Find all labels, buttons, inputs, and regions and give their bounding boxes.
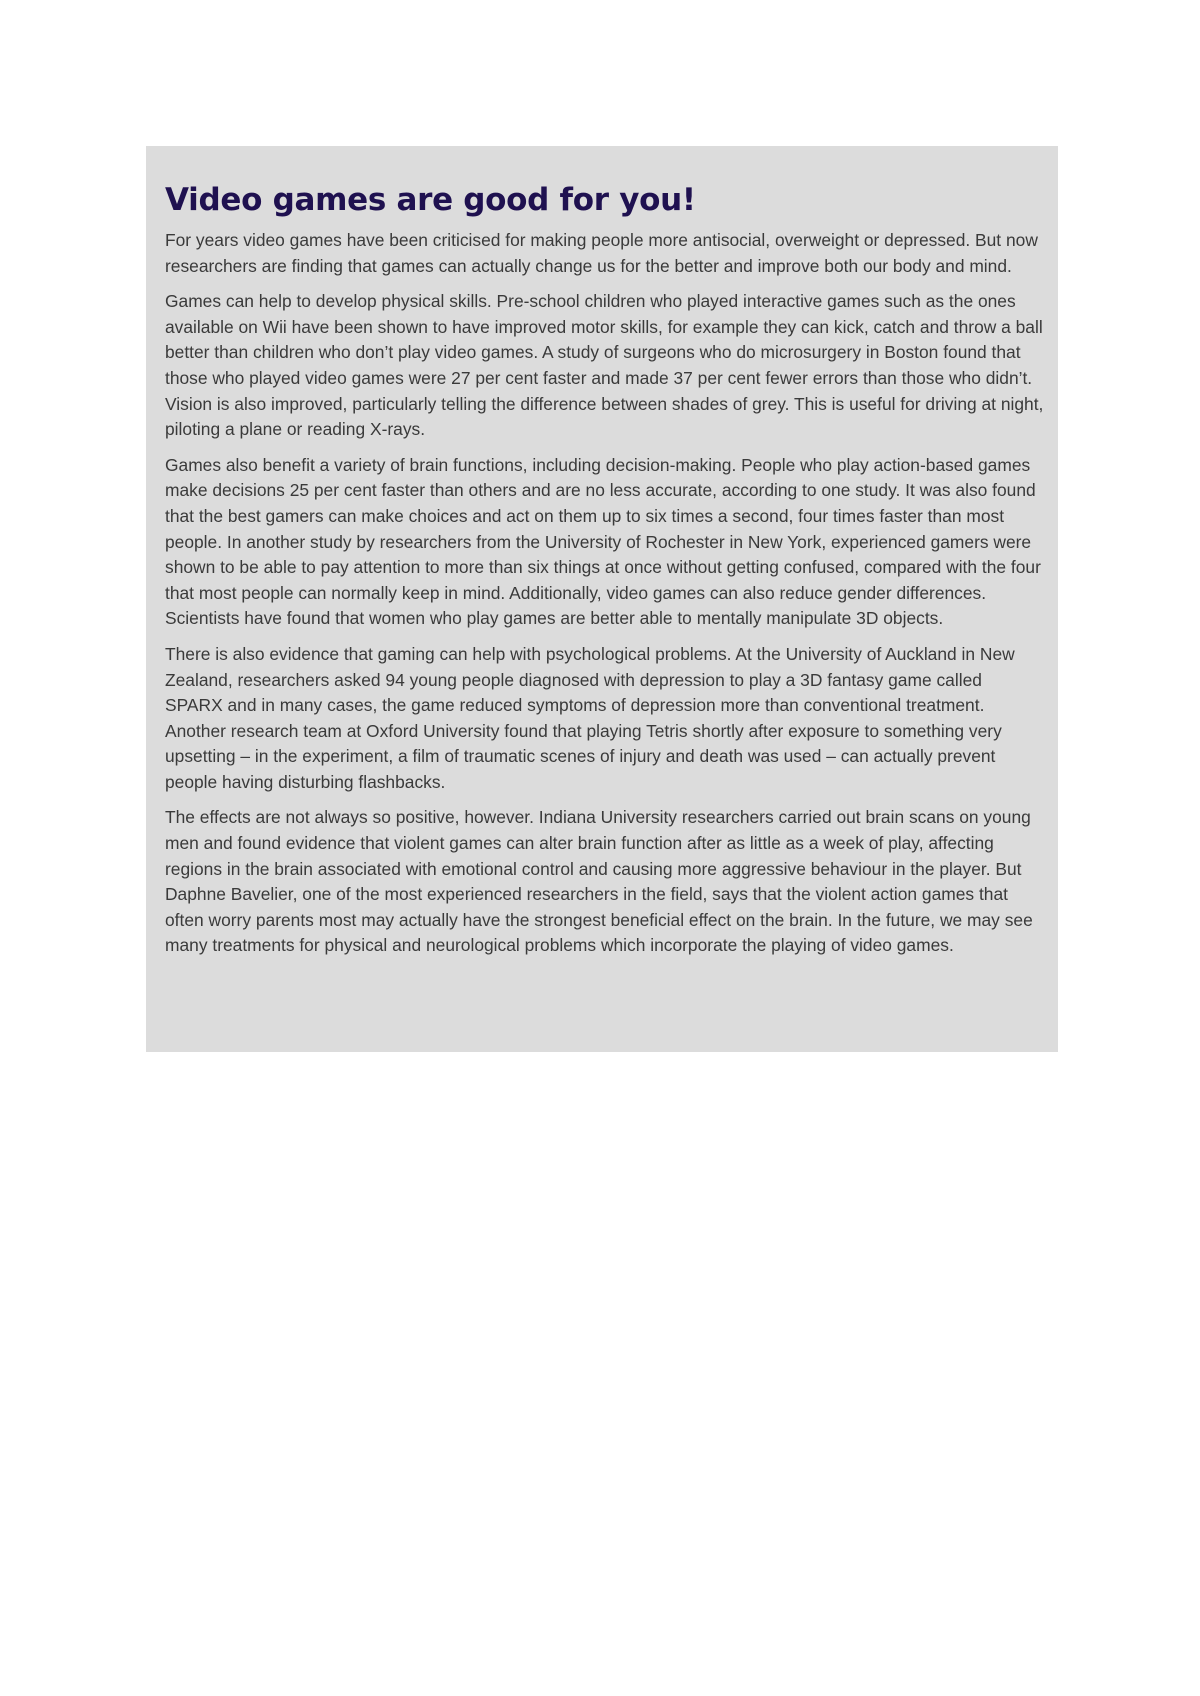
article-paragraph-4: There is also evidence that gaming can help with psychological problems. At the University of Auckland in New Zealand, researchers asked 94 young people diagnosed with depression to play a 3D fantasy game called SPARX and in many cases, the game reduced symptoms of depression more than conventional treatment. Another research team at Oxford University found that playing Tetris shortly after exposure to something very upsetting – in the experiment, a film of traumatic scenes of injury and death was used – can actually prevent people having disturbing flashbacks. (165, 643, 1015, 792)
article-paragraph-3: Games also benefit a variety of brain functions, including decision-making. People who play action-based games make decisions 25 per cent faster than others and are no less accurate, according to one study. It was also found that the best gamers can make choices and act on them up to six times a second, four times faster than most people. In another study by researchers from the University of Rochester in New York, experienced gamers were shown to be able to pay attention to more than six things at once without getting confused, compared with the four that most people can normally keep in mind. Additionally, video games can also reduce gender differences. Scientists have found that women who play games are better able to mentally manipulate 3D objects. (165, 454, 1041, 629)
article-box (146, 146, 1058, 1052)
article-paragraph-5: The effects are not always so positive, however. Indiana University researchers carried out brain scans on young men and found evidence that violent games can alter brain function after as little as a week of play, affecting regions in the brain associated with emotional control and causing more aggressive behaviour in the player. But Daphne Bavelier, one of the most experienced researchers in the field, says that the violent action games that often worry parents most may actually have the strongest beneficial effect on the brain. In the future, we may see many treatments for physical and neurological problems which incorporate the playing of video games. (165, 807, 1033, 956)
article-title: Video games are good for you! (165, 182, 696, 218)
article-paragraph-1: For years video games have been criticised for making people more antisocial, overweight or depressed. But now researchers are finding that games can actually change us for the better and improve both our body and mind. (165, 230, 1038, 276)
article-paragraph-2: Games can help to develop physical skills. Pre-school children who played interactive games such as the ones available on Wii have been shown to have improved motor skills, for example they can kick, catch and throw a ball better than children who don’t play video games. A study of surgeons who do microsurgery in Boston found that those who played video games were 27 per cent faster and made 37 per cent fewer errors than those who didn’t. Vision is also improved, particularly telling the difference between shades of grey. This is useful for driving at night, piloting a plane or reading X-rays. (165, 291, 1044, 440)
